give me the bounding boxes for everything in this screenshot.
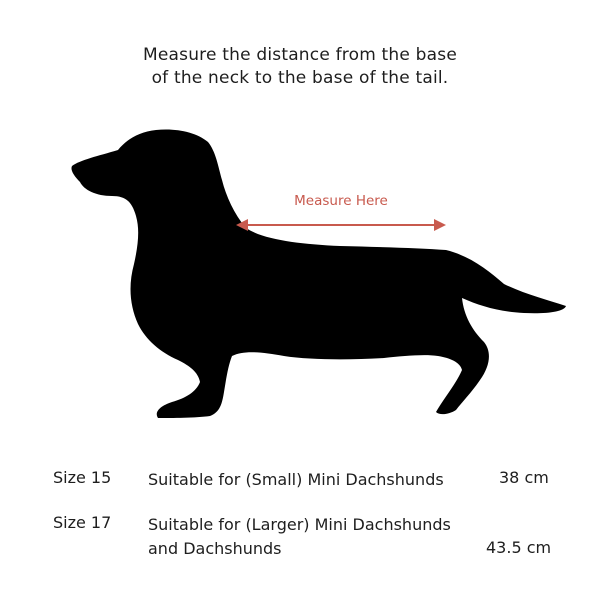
size-name: Size 17	[53, 513, 112, 532]
size-description-line: Suitable for (Larger) Mini Dachshunds	[148, 515, 451, 534]
measure-here-label: Measure Here	[294, 193, 388, 209]
size-description-line: Suitable for (Small) Mini Dachshunds	[148, 470, 444, 489]
instruction-line-2: of the neck to the base of the tail.	[151, 68, 449, 88]
size-length: 43.5 cm	[486, 538, 552, 557]
size-description-line: and Dachshunds	[148, 539, 282, 558]
instruction-line-1: Measure the distance from the base	[143, 45, 457, 65]
size-name: Size 15	[53, 468, 112, 487]
size-description	[148, 513, 451, 561]
size-description	[148, 468, 444, 492]
size-length: 38 cm	[499, 468, 549, 487]
